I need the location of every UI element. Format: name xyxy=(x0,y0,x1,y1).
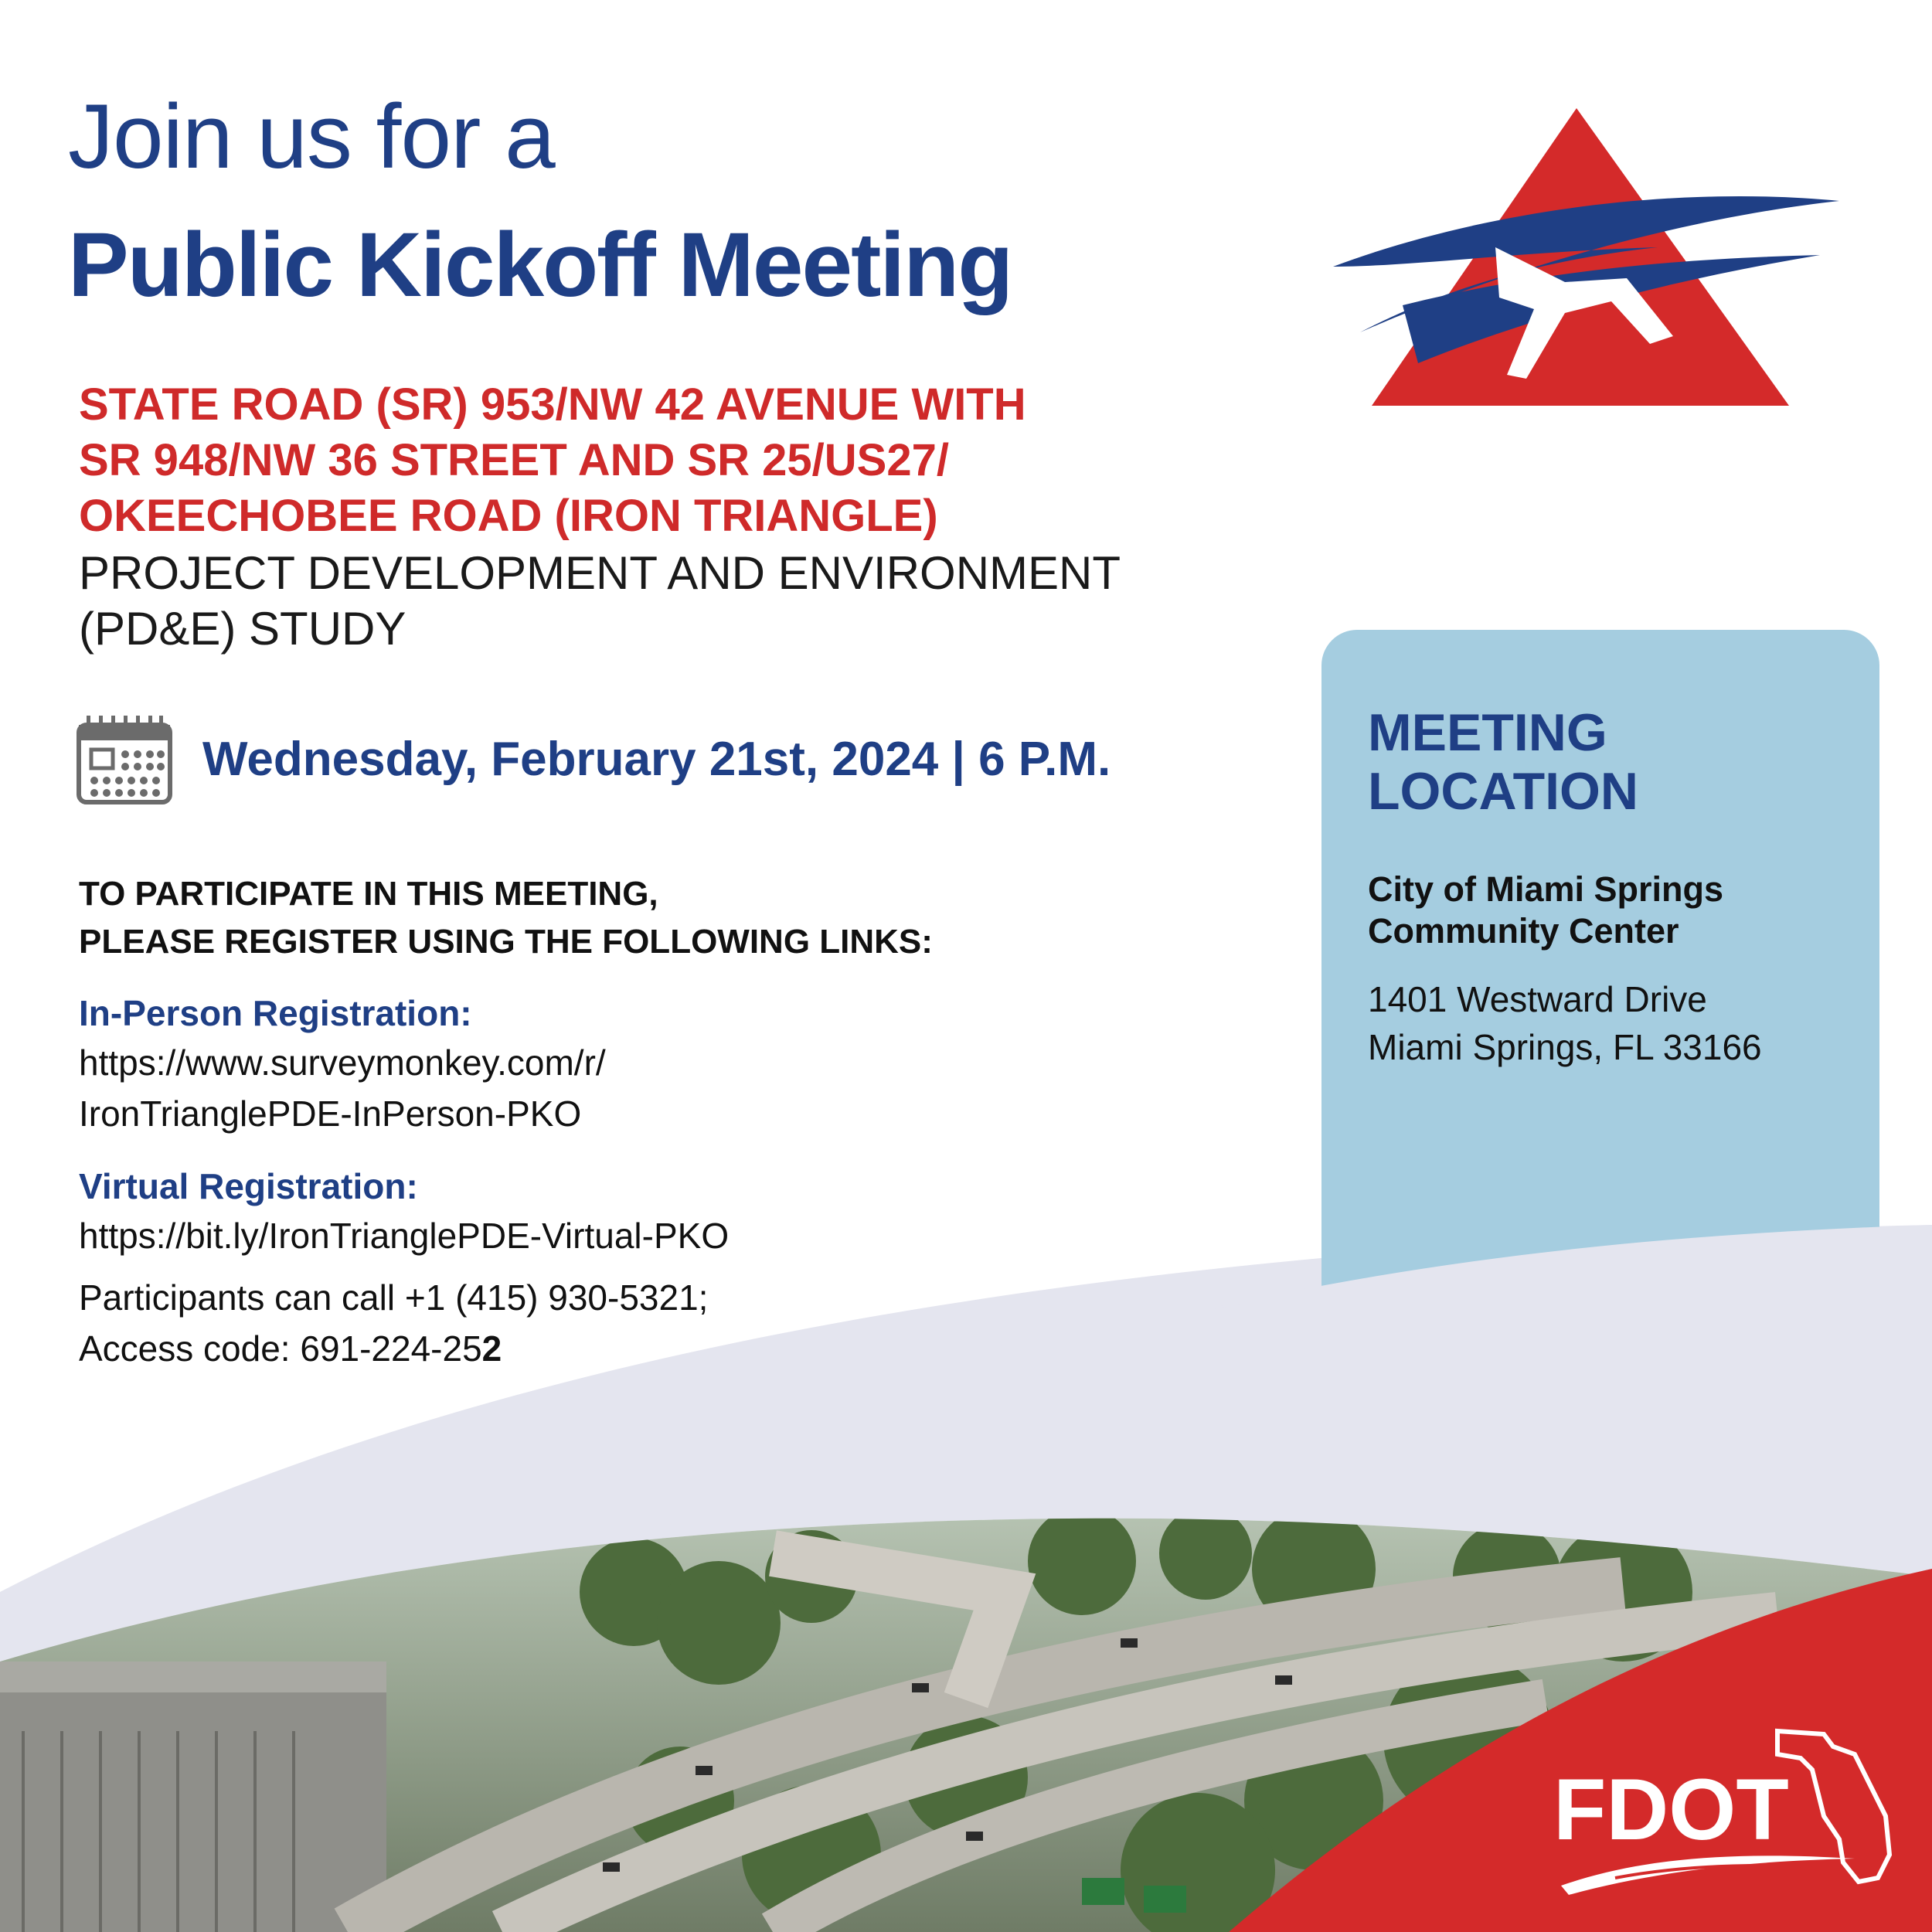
in-person-registration-label: In-Person Registration: xyxy=(79,993,472,1033)
project-subtitle-line: PROJECT DEVELOPMENT AND ENVIRONMENT xyxy=(79,547,1121,599)
location-title-line: MEETING xyxy=(1368,703,1607,762)
call-line: Participants can call +1 (415) 930-5321; xyxy=(79,1277,709,1318)
address-line: 1401 Westward Drive xyxy=(1368,979,1707,1019)
project-title-line: SR 948/NW 36 STREET AND SR 25/US27/ xyxy=(79,435,949,485)
access-code-prefix: Access code: 691-224-25 xyxy=(79,1328,482,1369)
meeting-date-time: Wednesday, February 21st, 2024 | 6 P.M. xyxy=(202,733,1111,786)
meeting-location-title xyxy=(1368,703,1638,821)
call-in-info xyxy=(79,1272,708,1374)
access-code-line xyxy=(79,1323,708,1374)
venue-name-line: City of Miami Springs xyxy=(1368,869,1724,909)
project-title-line: STATE ROAD (SR) 953/NW 42 AVENUE WITH xyxy=(79,379,1026,430)
venue-name-line: Community Center xyxy=(1368,911,1679,951)
venue-name xyxy=(1368,869,1723,952)
in-person-url-line[interactable]: IronTrianglePDE-InPerson-PKO xyxy=(79,1094,582,1134)
title-line-2: Public Kickoff Meeting xyxy=(68,214,1012,316)
address-line: Miami Springs, FL 33166 xyxy=(1368,1027,1762,1067)
in-person-registration-link[interactable] xyxy=(79,1037,606,1139)
fdot-logo-text: FDOT xyxy=(1553,1761,1789,1858)
project-title-line: OKEECHOBEE ROAD (IRON TRIANGLE) xyxy=(79,491,938,541)
airport-triangle-logo xyxy=(1333,100,1855,417)
title-line-1: Join us for a xyxy=(68,86,555,188)
calendar-icon xyxy=(76,716,173,805)
project-subtitle-line: (PD&E) STUDY xyxy=(79,603,406,655)
fdot-logo xyxy=(1546,1723,1901,1901)
participate-instructions xyxy=(79,870,1161,966)
virtual-registration-label: Virtual Registration: xyxy=(79,1166,418,1206)
access-code-last-digit: 2 xyxy=(481,1328,502,1369)
virtual-registration-link[interactable]: https://bit.ly/IronTrianglePDE-Virtual-PKO xyxy=(79,1216,730,1256)
location-title-line: LOCATION xyxy=(1368,762,1639,821)
in-person-url-line[interactable]: https://www.surveymonkey.com/r/ xyxy=(79,1043,606,1083)
venue-address xyxy=(1368,975,1762,1071)
project-subtitle xyxy=(79,546,1238,657)
project-title xyxy=(79,377,1238,544)
participate-line: PLEASE REGISTER USING THE FOLLOWING LINKS: xyxy=(79,923,933,961)
participate-line: TO PARTICIPATE IN THIS MEETING, xyxy=(79,875,658,913)
